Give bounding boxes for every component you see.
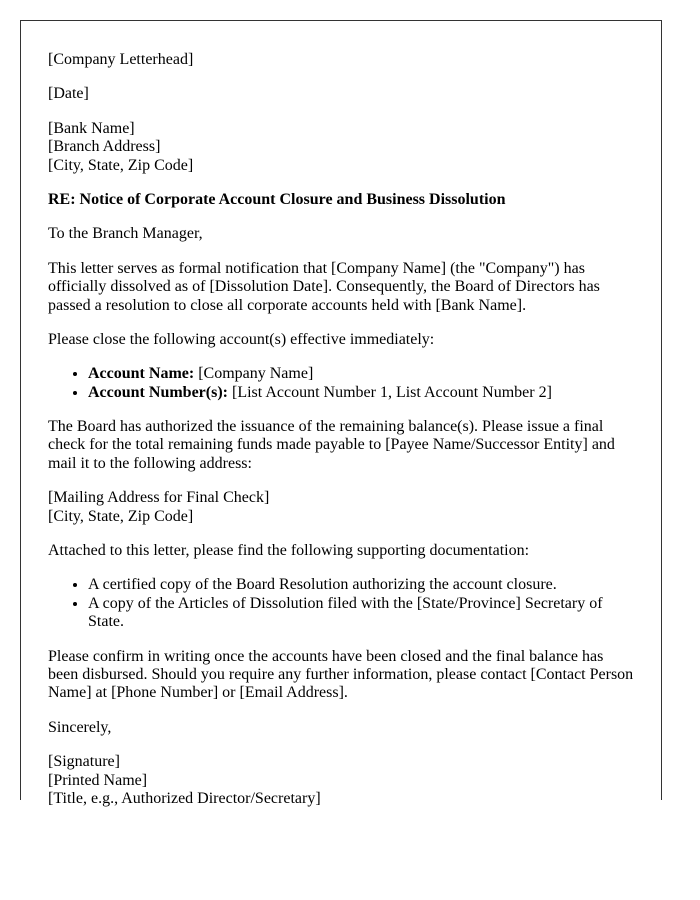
signature-block	[48, 753, 636, 808]
recipient-city-state-zip-line: [City, State, Zip Code]	[48, 156, 194, 174]
account-name-label: Account Name:	[88, 365, 195, 383]
paragraph-confirmation-request: Please confirm in writing once the accounts have been closed and the final balance has been disbursed. Should you require any further information, please contact [Contact Person Name] at [Phone Number] or [Email Address].	[48, 647, 634, 702]
paragraph-balance-instructions: The Board has authorized the issuance of the remaining balance(s). Please issue a final check for the total remaining funds made payable to [Payee Name/Successor Entity] and mail it to the following address:	[48, 418, 615, 472]
company-letterhead-placeholder: [Company Letterhead]	[48, 51, 194, 68]
signature-placeholder: [Signature]	[48, 753, 120, 771]
subject-line: RE: Notice of Corporate Account Closure and Business Dissolution	[48, 190, 506, 208]
account-details-list	[48, 365, 636, 402]
list-item-account-numbers	[88, 384, 636, 402]
date-placeholder: [Date]	[48, 85, 89, 103]
attachments-list	[48, 576, 636, 631]
bank-name-line: [Bank Name]	[48, 119, 135, 137]
account-numbers-value: [List Account Number 1, List Account Number 2]	[231, 383, 552, 401]
mailing-address-block	[48, 489, 636, 526]
list-item-articles-of-dissolution: • A copy of the Articles of Dissolution filed with the [State/Province] Secretary of State.	[88, 595, 636, 632]
list-item-account-name	[88, 365, 636, 383]
mailing-address-line: [Mailing Address for Final Check]	[48, 489, 270, 507]
closing: Sincerely,	[48, 718, 112, 736]
title-placeholder: [Title, e.g., Authorized Director/Secretary]	[48, 789, 321, 807]
letter-document	[20, 20, 662, 807]
account-name-value: [Company Name]	[198, 365, 314, 383]
mailing-city-state-zip-line: [City, State, Zip Code]	[48, 507, 194, 525]
paragraph-close-request: Please close the following account(s) effective immediately:	[48, 330, 435, 348]
salutation: To the Branch Manager,	[48, 225, 203, 243]
branch-address-line: [Branch Address]	[48, 138, 161, 156]
recipient-address-block	[48, 120, 636, 175]
paragraph-attachments-intro: Attached to this letter, please find the following supporting documentation:	[48, 542, 530, 560]
list-item-board-resolution: • A certified copy of the Board Resolution authorizing the account closure.	[88, 576, 636, 594]
account-numbers-label: Account Number(s):	[88, 383, 228, 401]
printed-name-placeholder: [Printed Name]	[48, 771, 148, 789]
paragraph-notification: This letter serves as formal notification that [Company Name] (the "Company") has officially dissolved as of [Dissolution Date]. Consequently, the Board of Directors has passed a resolution to close all corporate accounts held with [Bank Name].	[48, 259, 600, 314]
